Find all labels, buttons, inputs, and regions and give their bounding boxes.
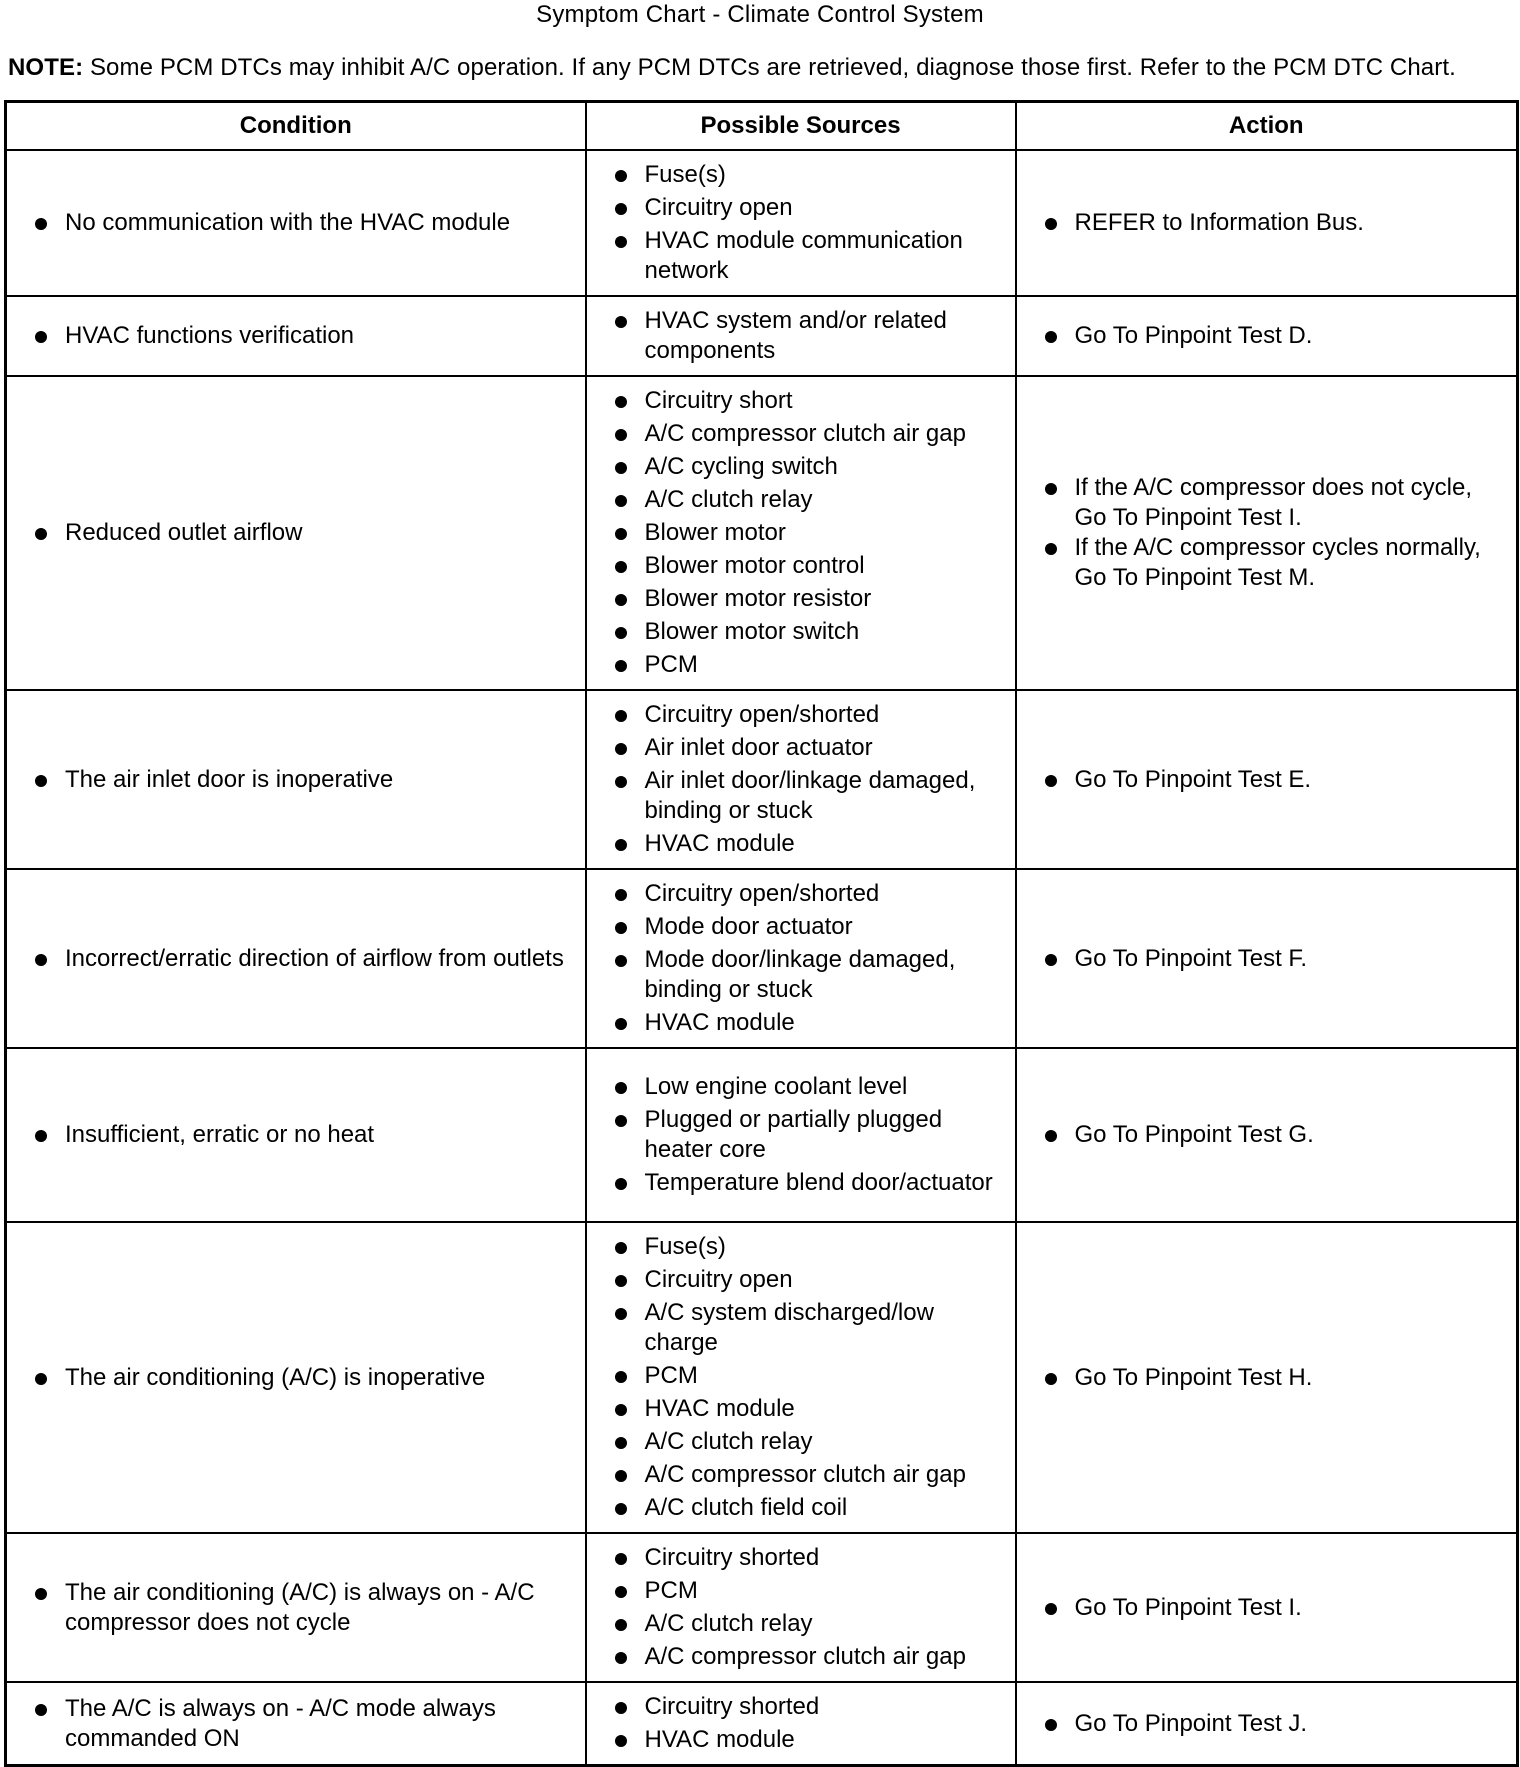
action-cell — [1016, 1222, 1518, 1533]
condition-cell-list — [7, 1578, 585, 1638]
action-cell — [1016, 1048, 1518, 1222]
page-title: Symptom Chart - Climate Control System — [536, 1, 984, 28]
list-item: Go To Pinpoint Test D. — [1075, 321, 1507, 351]
sources-cell — [586, 1682, 1016, 1766]
list-item: Mode door actuator — [645, 912, 1003, 942]
list-item: The air conditioning (A/C) is always on - A/C compressor does not cycle — [65, 1578, 571, 1638]
condition-cell — [6, 1682, 586, 1766]
action-cell-list — [1017, 1709, 1517, 1739]
list-item: The air conditioning (A/C) is inoperative — [65, 1363, 571, 1393]
list-item: The air inlet door is inoperative — [65, 765, 571, 795]
list-item: HVAC functions verification — [65, 321, 571, 351]
action-cell-list — [1017, 944, 1517, 974]
list-item: A/C compressor clutch air gap — [645, 419, 1003, 449]
list-item: Air inlet door/linkage damaged, binding or stuck — [645, 766, 1003, 826]
list-item: A/C clutch relay — [645, 1609, 1003, 1639]
list-item: HVAC module communication network — [645, 226, 1003, 286]
list-item: Go To Pinpoint Test E. — [1075, 765, 1507, 795]
sources-cell — [586, 1048, 1016, 1222]
sources-cell — [586, 1533, 1016, 1682]
condition-cell-list — [7, 321, 585, 351]
sources-cell-list — [587, 1223, 1015, 1532]
list-item: A/C clutch relay — [645, 1427, 1003, 1457]
sources-cell — [586, 376, 1016, 690]
table-row — [6, 869, 1518, 1048]
condition-cell-list — [7, 765, 585, 795]
sources-cell-list — [587, 151, 1015, 295]
list-item: PCM — [645, 1361, 1003, 1391]
list-item: HVAC module — [645, 1008, 1003, 1038]
list-item: If the A/C compressor cycles normally, Go To Pinpoint Test M. — [1075, 533, 1507, 593]
list-item: Circuitry shorted — [645, 1543, 1003, 1573]
condition-cell — [6, 869, 586, 1048]
action-cell — [1016, 296, 1518, 376]
sources-cell-list — [587, 1534, 1015, 1681]
action-cell — [1016, 150, 1518, 296]
list-item: REFER to Information Bus. — [1075, 208, 1507, 238]
list-item: Go To Pinpoint Test H. — [1075, 1363, 1507, 1393]
symptom-table — [4, 100, 1519, 1767]
sources-cell — [586, 1222, 1016, 1533]
list-item: Blower motor resistor — [645, 584, 1003, 614]
list-item: Circuitry short — [645, 386, 1003, 416]
list-item: Air inlet door actuator — [645, 733, 1003, 763]
action-cell-list — [1017, 1363, 1517, 1393]
action-cell-list — [1017, 1593, 1517, 1623]
table-row — [6, 376, 1518, 690]
list-item: Circuitry open/shorted — [645, 879, 1003, 909]
sources-cell-list — [587, 1063, 1015, 1207]
condition-cell — [6, 1222, 586, 1533]
list-item: Go To Pinpoint Test G. — [1075, 1120, 1507, 1150]
note-text: Some PCM DTCs may inhibit A/C operation. If any PCM DTCs are retrieved, diagnose those first. Refer to the PCM DTC Chart. — [89, 54, 1456, 81]
list-item: Circuitry open — [645, 1265, 1003, 1295]
condition-cell — [6, 150, 586, 296]
table-row — [6, 296, 1518, 376]
list-item: Go To Pinpoint Test I. — [1075, 1593, 1507, 1623]
list-item: A/C compressor clutch air gap — [645, 1642, 1003, 1672]
list-item: Mode door/linkage damaged, binding or stuck — [645, 945, 1003, 1005]
list-item: HVAC module — [645, 1394, 1003, 1424]
list-item: PCM — [645, 1576, 1003, 1606]
action-cell — [1016, 1533, 1518, 1682]
list-item: A/C clutch field coil — [645, 1493, 1003, 1523]
action-cell-list — [1017, 208, 1517, 238]
list-item: HVAC module — [645, 829, 1003, 859]
list-item: Fuse(s) — [645, 1232, 1003, 1262]
header-action: Action — [1016, 102, 1518, 151]
condition-cell — [6, 376, 586, 690]
list-item: HVAC module — [645, 1725, 1003, 1755]
list-item: Temperature blend door/actuator — [645, 1168, 1003, 1198]
list-item: Plugged or partially plugged heater core — [645, 1105, 1003, 1165]
list-item: A/C compressor clutch air gap — [645, 1460, 1003, 1490]
list-item: Circuitry open — [645, 193, 1003, 223]
list-item: Fuse(s) — [645, 160, 1003, 190]
sources-cell — [586, 869, 1016, 1048]
condition-cell-list — [7, 518, 585, 548]
sources-cell-list — [587, 870, 1015, 1047]
list-item: Low engine coolant level — [645, 1072, 1003, 1102]
condition-cell — [6, 690, 586, 869]
table-row — [6, 1533, 1518, 1682]
note-label: NOTE: — [8, 54, 84, 81]
list-item: HVAC system and/or related components — [645, 306, 1003, 366]
list-item: Circuitry open/shorted — [645, 700, 1003, 730]
list-item: No communication with the HVAC module — [65, 208, 571, 238]
list-item: Go To Pinpoint Test F. — [1075, 944, 1507, 974]
table-row — [6, 690, 1518, 869]
list-item: A/C cycling switch — [645, 452, 1003, 482]
list-item: Circuitry shorted — [645, 1692, 1003, 1722]
action-cell — [1016, 1682, 1518, 1766]
note — [8, 52, 1518, 84]
list-item: A/C system discharged/low charge — [645, 1298, 1003, 1358]
list-item: Blower motor — [645, 518, 1003, 548]
action-cell-list — [1017, 1120, 1517, 1150]
action-cell-list — [1017, 321, 1517, 351]
sources-cell-list — [587, 691, 1015, 868]
list-item: A/C clutch relay — [645, 485, 1003, 515]
action-cell-list — [1017, 473, 1517, 593]
condition-cell-list — [7, 944, 585, 974]
sources-cell-list — [587, 377, 1015, 689]
list-item: Reduced outlet airflow — [65, 518, 571, 548]
condition-cell — [6, 1533, 586, 1682]
list-item: If the A/C compressor does not cycle, Go To Pinpoint Test I. — [1075, 473, 1507, 533]
list-item: Blower motor switch — [645, 617, 1003, 647]
sources-cell — [586, 690, 1016, 869]
header-row — [6, 102, 1518, 151]
list-item: Insufficient, erratic or no heat — [65, 1120, 571, 1150]
condition-cell-list — [7, 208, 585, 238]
table-row — [6, 1682, 1518, 1766]
sources-cell — [586, 150, 1016, 296]
action-cell — [1016, 376, 1518, 690]
sources-cell-list — [587, 1683, 1015, 1764]
action-cell — [1016, 690, 1518, 869]
list-item: Incorrect/erratic direction of airflow from outlets — [65, 944, 571, 974]
condition-cell-list — [7, 1694, 585, 1754]
table-row — [6, 150, 1518, 296]
sources-cell-list — [587, 297, 1015, 375]
list-item: Blower motor control — [645, 551, 1003, 581]
header-condition: Condition — [6, 102, 586, 151]
table-row — [6, 1048, 1518, 1222]
list-item: PCM — [645, 650, 1003, 680]
header-possible-sources: Possible Sources — [586, 102, 1016, 151]
action-cell-list — [1017, 765, 1517, 795]
condition-cell-list — [7, 1363, 585, 1393]
condition-cell — [6, 1048, 586, 1222]
list-item: Go To Pinpoint Test J. — [1075, 1709, 1507, 1739]
sources-cell — [586, 296, 1016, 376]
condition-cell — [6, 296, 586, 376]
table-row — [6, 1222, 1518, 1533]
condition-cell-list — [7, 1120, 585, 1150]
action-cell — [1016, 869, 1518, 1048]
list-item: The A/C is always on - A/C mode always commanded ON — [65, 1694, 571, 1754]
